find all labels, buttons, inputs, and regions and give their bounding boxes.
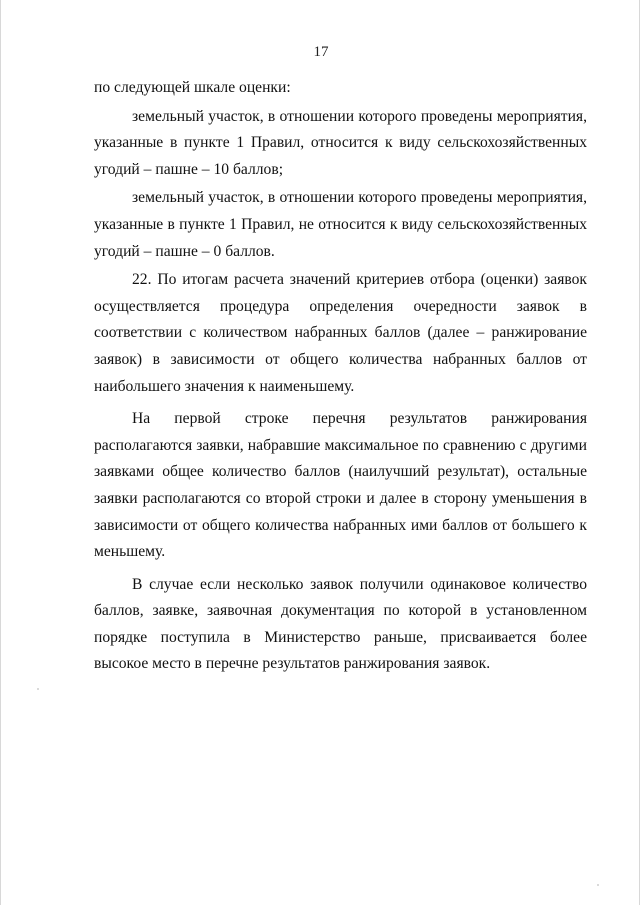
document-body: [94, 75, 587, 678]
paragraph-tie-break: В случае если несколько заявок получили одинаковое количество баллов, заявке, заявочная документация по которой в установленном порядке поступила в Министерство раньше, присваивается более высокое место в перечне результатов ранжирования заявок.: [94, 575, 587, 673]
paragraph-intro: по следующей шкале оценки:: [94, 79, 291, 96]
paragraph-ranking-procedure: 22. По итогам расчета значений критериев отбора (оценки) заявок осуществляется процедура определения очередности заявок в соответствии с количеством набранных баллов (далее – ранжирование заявок) в зависимости от общего количества набранных баллов от наибольшего значения к наименьшему.: [94, 271, 587, 395]
paragraph-ranking-order: На первой строке перечня результатов ранжирования располагаются заявки, набравшие максимальное по сравнению с другими заявками общее количество баллов (наилучший результат), остальные заявки располагаются со второй строки и далее в сторону уменьшения в зависимости от общего количества набранных ими баллов от большего к меньшему.: [94, 410, 587, 561]
paragraph-scale-arable: земельный участок, в отношении которого проведены мероприятия, указанные в пункте 1 Правил, относится к виду сельскохозяйственных угодий – пашне – 10 баллов;: [94, 107, 587, 178]
scan-speck: [597, 884, 599, 886]
paragraph-scale-non-arable: земельный участок, в отношении которого проведены мероприятия, указанные в пункте 1 Правил, не относится к виду сельскохозяйственных угодий – пашне – 0 баллов.: [94, 189, 587, 260]
scan-speck: [37, 688, 39, 690]
page-number: 17: [313, 44, 329, 60]
